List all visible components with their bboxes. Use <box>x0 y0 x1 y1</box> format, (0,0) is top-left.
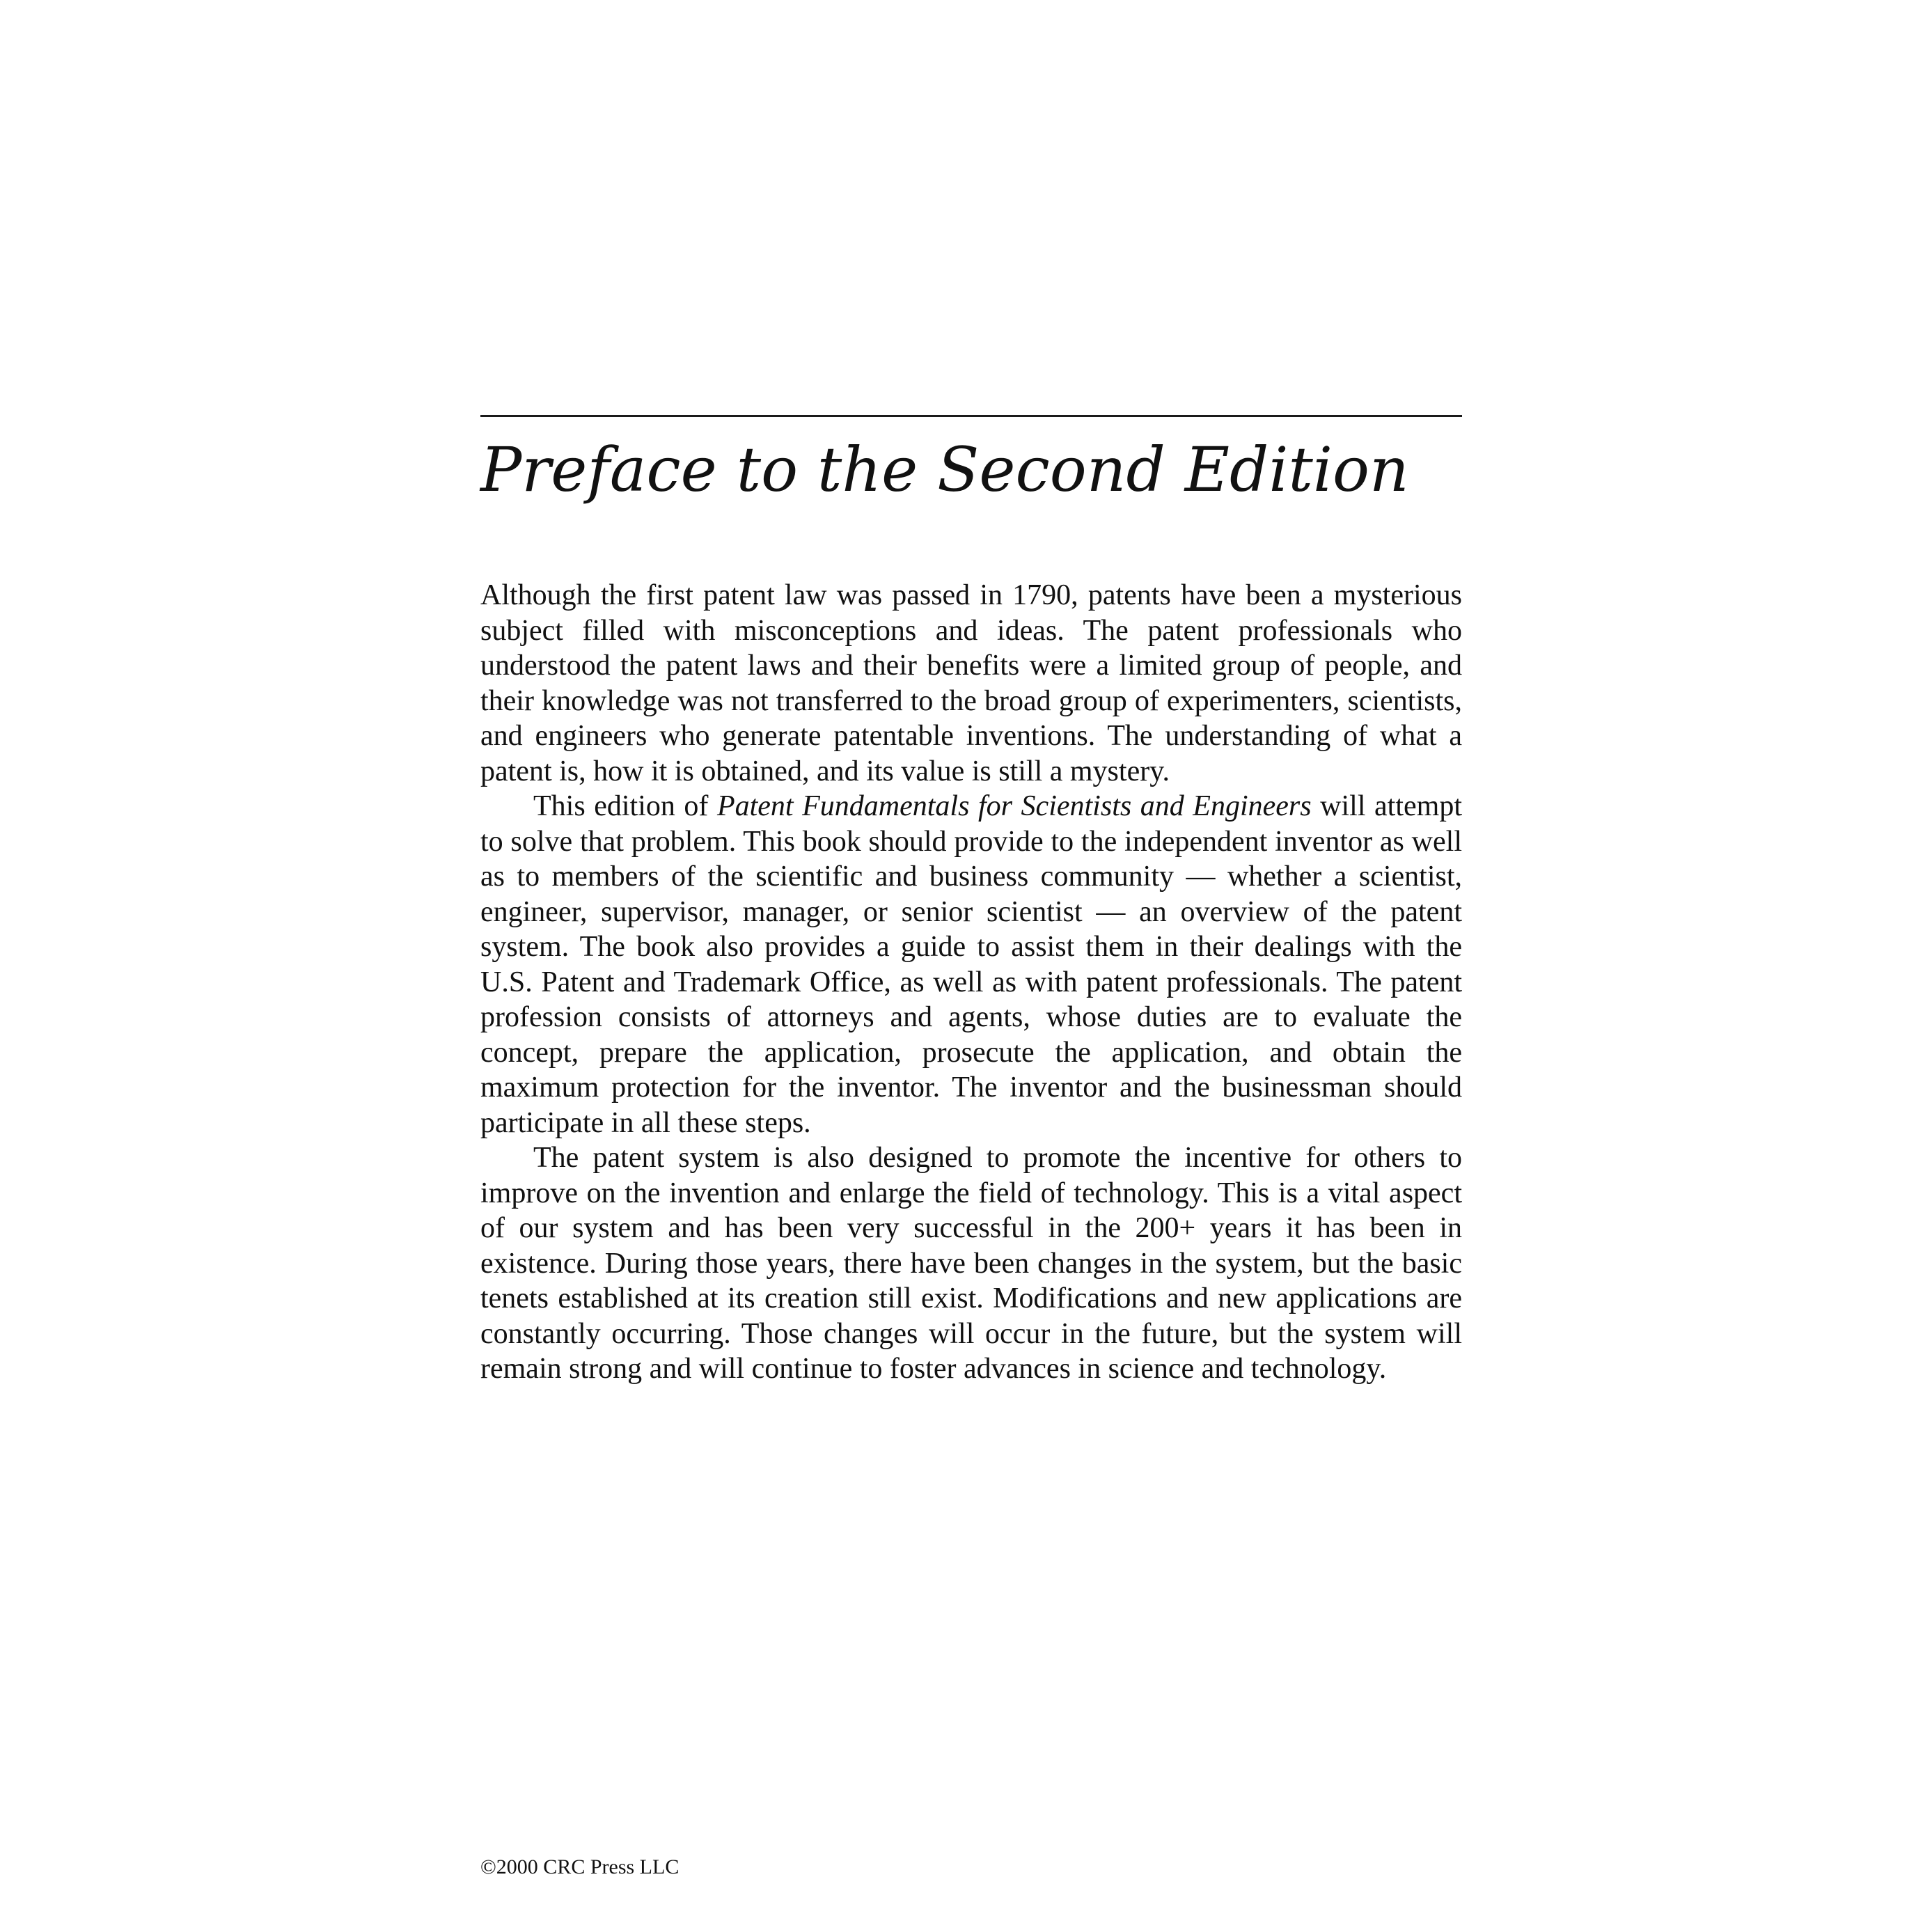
page-title: Preface to the Second Edition <box>480 434 1409 505</box>
paragraph-2-rest: will attempt to solve that problem. This book should provide to the independent inventor as well as to members of the scientific and business community — whether a scientist, engineer, supervisor, manager, or senior scientist — an overview of the patent system. The book also provides a guide to assist them in their dealings with the U.S. Patent and Trademark Office, as well as with patent professionals. The patent profession consists of attorneys and agents, whose duties are to evaluate the concept, prepare the application, prosecute the application, and obtain the maximum protection for the inventor. The inventor and the businessman should participate in all these steps. <box>480 790 1463 1139</box>
paragraph-1: Although the first patent law was passed in 1790, patents have been a mysterious subject filled with misconceptions and ideas. The patent professionals who understood the patent laws and their benefits were a limited group of people, and their knowledge was not transferred to the broad group of experimenters, scientists, and engineers who generate patentable inventions. The understanding of what a patent is, how it is obtained, and its value is still a mystery. <box>480 579 1462 787</box>
paragraph-2-lead: This edition of <box>533 790 717 822</box>
book-title-italic: Patent Fundamentals for Scientists and Engineers <box>716 790 1312 822</box>
paragraph-2 <box>480 789 1462 1140</box>
preface-body <box>480 578 1462 1387</box>
title-rule <box>480 415 1462 417</box>
copyright-footer: ©2000 CRC Press LLC <box>480 1855 680 1878</box>
paragraph-3: The patent system is also designed to promote the incentive for others to improve on the invention and enlarge the field of technology. This is a vital aspect of our system and has been very successful in the 200+ years it has been in existence. During those years, there have been changes in the system, but the basic tenets established at its creation still exist. Modifications and new applications are constantly occurring. Those changes will occur in the future, but the system will remain strong and will continue to foster advances in science and technology. <box>480 1142 1462 1385</box>
